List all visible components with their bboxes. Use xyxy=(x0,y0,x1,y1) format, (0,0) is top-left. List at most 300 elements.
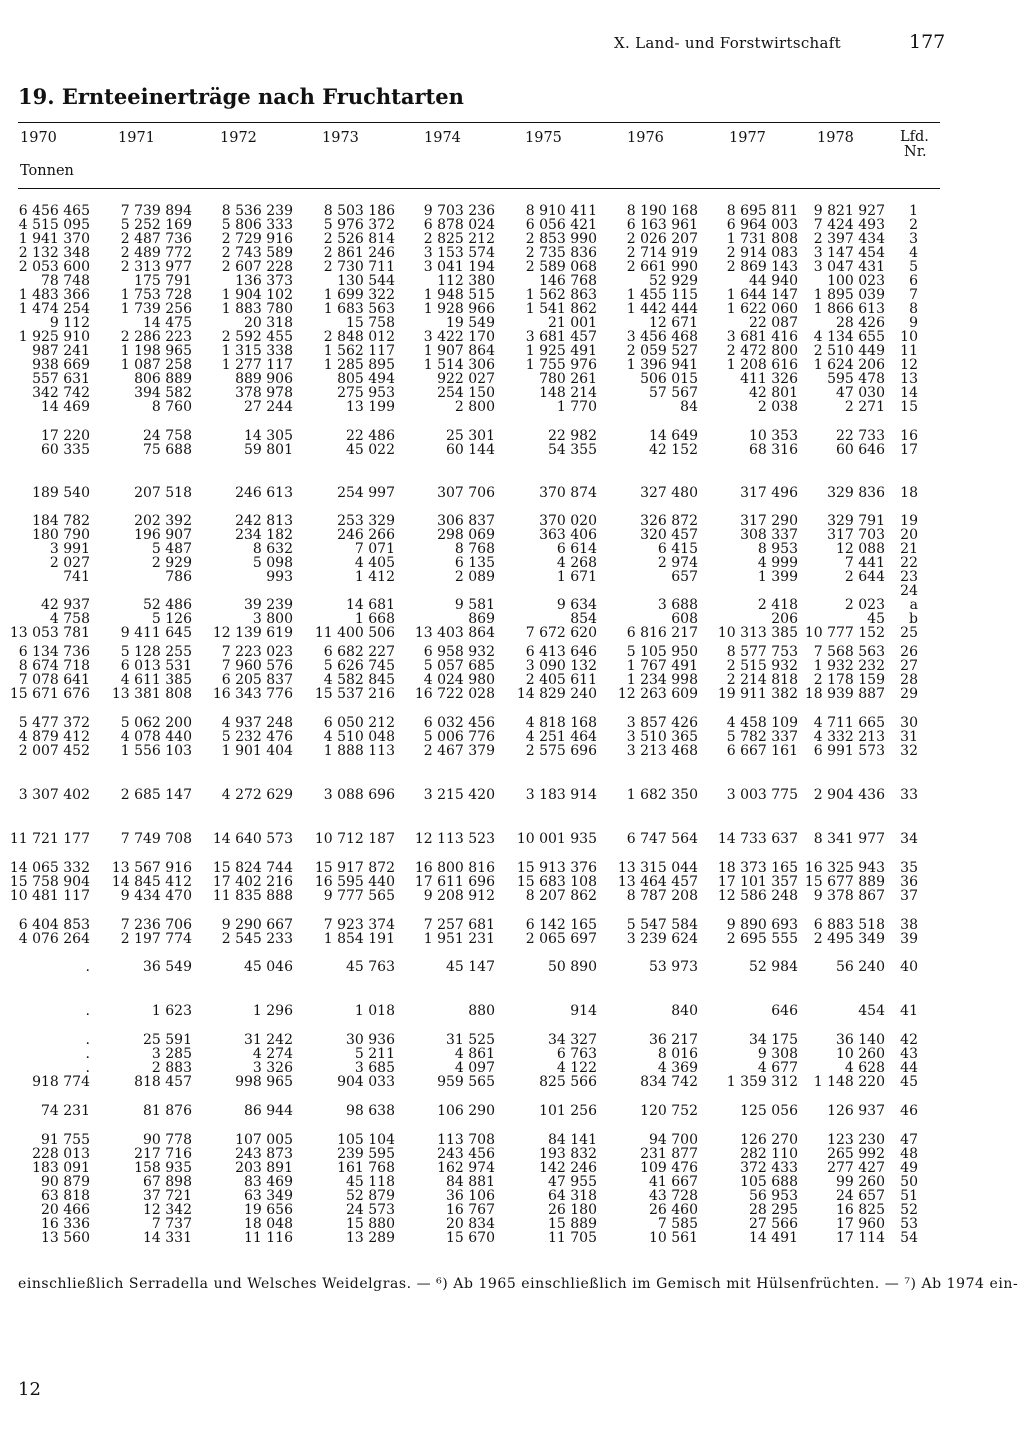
value-cell: 1 932 232 xyxy=(813,658,885,674)
value-cell: 9 290 667 xyxy=(221,917,293,933)
value-cell: 394 582 xyxy=(134,385,192,401)
value-cell: 90 879 xyxy=(41,1174,90,1190)
value-cell: 107 005 xyxy=(235,1132,293,1148)
value-cell: 6 013 531 xyxy=(120,658,192,674)
value-cell: 180 790 xyxy=(32,527,90,543)
value-cell: 6 964 003 xyxy=(726,217,798,233)
value-cell: 8 674 718 xyxy=(18,658,90,674)
value-cell: 1 474 254 xyxy=(18,301,90,317)
value-cell: 109 476 xyxy=(640,1160,698,1176)
value-cell: 36 549 xyxy=(143,959,192,975)
value-cell: 47 955 xyxy=(548,1174,597,1190)
value-cell: 1 895 039 xyxy=(813,287,885,303)
value-cell: 30 936 xyxy=(346,1032,395,1048)
value-cell: 806 889 xyxy=(134,371,192,387)
value-cell: 1 541 862 xyxy=(525,301,597,317)
value-cell: 42 152 xyxy=(649,442,698,458)
value-cell: 4 405 xyxy=(354,555,395,571)
row-number-cell: 26 xyxy=(900,644,918,660)
value-cell: 5 626 745 xyxy=(323,658,395,674)
value-cell: 56 240 xyxy=(836,959,885,975)
value-cell: 2 495 349 xyxy=(813,931,885,947)
value-cell: 1 562 117 xyxy=(323,343,395,359)
row-number-cell: 22 xyxy=(900,555,918,571)
value-cell: 27 244 xyxy=(244,399,293,415)
value-cell: 31 242 xyxy=(244,1032,293,1048)
value-cell: 6 163 961 xyxy=(626,217,698,233)
value-cell: 10 260 xyxy=(836,1046,885,1062)
value-cell: 15 880 xyxy=(346,1216,395,1232)
value-cell: 1 941 370 xyxy=(18,231,90,247)
value-cell: 7 739 894 xyxy=(120,203,192,219)
value-cell: 203 891 xyxy=(235,1160,293,1176)
value-cell: 4 251 464 xyxy=(525,729,597,745)
value-cell: 2 914 083 xyxy=(726,245,798,261)
value-cell: 657 xyxy=(671,569,698,585)
row-number-cell: 23 xyxy=(900,569,918,585)
value-cell: 5 098 xyxy=(252,555,293,571)
value-cell: 854 xyxy=(570,611,597,627)
value-cell: 3 857 426 xyxy=(626,715,698,731)
value-cell: 3 800 xyxy=(252,611,293,627)
value-cell: 6 747 564 xyxy=(626,831,698,847)
value-cell: 5 487 xyxy=(151,541,192,557)
table-row xyxy=(0,960,1024,975)
value-cell: 14 305 xyxy=(244,428,293,444)
value-cell: 20 834 xyxy=(446,1216,495,1232)
value-cell: 4 937 248 xyxy=(221,715,293,731)
row-number-cell: 9 xyxy=(909,315,918,331)
value-cell: 24 758 xyxy=(143,428,192,444)
value-cell: 84 141 xyxy=(548,1132,597,1148)
row-number-cell: 31 xyxy=(900,729,918,745)
value-cell: 1 753 728 xyxy=(120,287,192,303)
value-cell: 6 056 421 xyxy=(525,217,597,233)
value-cell: 12 263 609 xyxy=(617,686,698,702)
value-cell: 15 758 xyxy=(346,315,395,331)
value-cell: 21 001 xyxy=(548,315,597,331)
value-cell: 17 101 357 xyxy=(717,874,798,890)
value-cell: 22 733 xyxy=(836,428,885,444)
row-number-cell: 49 xyxy=(900,1160,918,1176)
value-cell: 14 469 xyxy=(41,399,90,415)
value-cell: 125 056 xyxy=(740,1103,798,1119)
value-cell: 1 234 998 xyxy=(626,672,698,688)
value-cell: 45 763 xyxy=(346,959,395,975)
row-number-cell: 51 xyxy=(900,1188,918,1204)
value-cell: 12 088 xyxy=(836,541,885,557)
value-cell: 5 232 476 xyxy=(221,729,293,745)
value-cell: 7 257 681 xyxy=(423,917,495,933)
value-cell: 13 381 808 xyxy=(111,686,192,702)
value-cell: 19 911 382 xyxy=(717,686,798,702)
value-cell: 889 906 xyxy=(235,371,293,387)
value-cell: 94 700 xyxy=(649,1132,698,1148)
column-header-year: 1974 xyxy=(424,130,461,146)
value-cell: 880 xyxy=(468,1003,495,1019)
value-cell: 1 623 xyxy=(151,1003,192,1019)
value-cell: 15 824 744 xyxy=(212,860,293,876)
value-cell: 239 595 xyxy=(337,1146,395,1162)
value-cell: 1 699 322 xyxy=(323,287,395,303)
value-cell: 42 937 xyxy=(41,597,90,613)
value-cell: 148 214 xyxy=(539,385,597,401)
value-cell: 2 661 990 xyxy=(626,259,698,275)
value-cell: 42 801 xyxy=(749,385,798,401)
value-cell: 2 271 xyxy=(844,399,885,415)
value-cell: 130 544 xyxy=(337,273,395,289)
value-cell: 11 721 177 xyxy=(9,831,90,847)
value-cell: 6 682 227 xyxy=(323,644,395,660)
row-number-cell: 4 xyxy=(909,245,918,261)
value-cell: 6 134 736 xyxy=(18,644,90,660)
value-cell: 146 768 xyxy=(539,273,597,289)
value-cell: 15 917 872 xyxy=(314,860,395,876)
value-cell: 84 xyxy=(680,399,698,415)
table-row xyxy=(0,1075,1024,1090)
value-cell: 4 611 385 xyxy=(120,672,192,688)
value-cell: 10 353 xyxy=(749,428,798,444)
value-cell: 1 455 115 xyxy=(626,287,698,303)
value-cell: 3 147 454 xyxy=(813,245,885,261)
value-cell: 18 373 165 xyxy=(717,860,798,876)
value-cell: 12 671 xyxy=(649,315,698,331)
value-cell: 5 128 255 xyxy=(120,644,192,660)
value-cell: 6 032 456 xyxy=(423,715,495,731)
row-number-cell: 3 xyxy=(909,231,918,247)
value-cell: . xyxy=(85,1060,90,1076)
value-cell: 1 087 258 xyxy=(120,357,192,373)
value-cell: 2 489 772 xyxy=(120,245,192,261)
value-cell: 10 712 187 xyxy=(314,831,395,847)
value-cell: 56 953 xyxy=(749,1188,798,1204)
value-cell: 13 567 916 xyxy=(111,860,192,876)
value-cell: 113 708 xyxy=(437,1132,495,1148)
row-number-cell: 53 xyxy=(900,1216,918,1232)
value-cell: 2 545 233 xyxy=(221,931,293,947)
row-number-cell: 16 xyxy=(900,428,918,444)
row-number-cell: 15 xyxy=(900,399,918,415)
value-cell: 6 050 212 xyxy=(323,715,395,731)
row-number-cell: 8 xyxy=(909,301,918,317)
value-cell: 41 667 xyxy=(649,1174,698,1190)
value-cell: 2 743 589 xyxy=(221,245,293,261)
value-cell: 4 097 xyxy=(454,1060,495,1076)
value-cell: 2 644 xyxy=(844,569,885,585)
row-number-cell: 20 xyxy=(900,527,918,543)
value-cell: 5 126 xyxy=(151,611,192,627)
value-cell: 8 016 xyxy=(657,1046,698,1062)
row-number-cell: 45 xyxy=(900,1074,918,1090)
row-number-cell: 7 xyxy=(909,287,918,303)
value-cell: 1 755 976 xyxy=(525,357,597,373)
row-number-cell: 47 xyxy=(900,1132,918,1148)
value-cell: 372 433 xyxy=(740,1160,798,1176)
value-cell: 45 046 xyxy=(244,959,293,975)
value-cell: 6 816 217 xyxy=(626,625,698,641)
value-cell: 918 774 xyxy=(32,1074,90,1090)
value-cell: 60 144 xyxy=(446,442,495,458)
value-cell: 7 585 xyxy=(657,1216,698,1232)
value-cell: 10 561 xyxy=(649,1230,698,1246)
value-cell: 16 343 776 xyxy=(212,686,293,702)
value-cell: 2 418 xyxy=(757,597,798,613)
value-cell: 378 978 xyxy=(235,385,293,401)
value-cell: 26 460 xyxy=(649,1202,698,1218)
row-number-cell: 44 xyxy=(900,1060,918,1076)
value-cell: 10 313 385 xyxy=(717,625,798,641)
row-number-cell: 10 xyxy=(900,329,918,345)
row-number-cell: 41 xyxy=(900,1003,918,1019)
value-cell: 7 071 xyxy=(354,541,395,557)
row-number-cell: 34 xyxy=(900,831,918,847)
value-cell: 1 018 xyxy=(354,1003,395,1019)
value-cell: 2 197 774 xyxy=(120,931,192,947)
value-cell: 1 285 895 xyxy=(323,357,395,373)
value-cell: 123 230 xyxy=(827,1132,885,1148)
page-number: 177 xyxy=(909,31,946,53)
value-cell: 162 974 xyxy=(437,1160,495,1176)
value-cell: 14 845 412 xyxy=(111,874,192,890)
value-cell: 825 566 xyxy=(539,1074,597,1090)
value-cell: 50 890 xyxy=(548,959,597,975)
table-row xyxy=(0,889,1024,904)
value-cell: 9 634 xyxy=(556,597,597,613)
row-number-cell: 40 xyxy=(900,959,918,975)
row-number-cell: 11 xyxy=(900,343,918,359)
row-number-cell: 25 xyxy=(900,625,918,641)
value-cell: 25 591 xyxy=(143,1032,192,1048)
value-cell: 8 341 977 xyxy=(813,831,885,847)
value-cell: 2 510 449 xyxy=(813,343,885,359)
lfd-label: Lfd. xyxy=(900,129,929,145)
value-cell: 2 929 xyxy=(151,555,192,571)
value-cell: 246 266 xyxy=(337,527,395,543)
value-cell: 1 866 613 xyxy=(813,301,885,317)
value-cell: 3 041 194 xyxy=(423,259,495,275)
value-cell: 196 907 xyxy=(134,527,192,543)
value-cell: 786 xyxy=(165,569,192,585)
value-cell: 64 318 xyxy=(548,1188,597,1204)
column-header-year: 1970 xyxy=(20,130,57,146)
value-cell: 81 876 xyxy=(143,1103,192,1119)
value-cell: 2 472 800 xyxy=(726,343,798,359)
value-cell: 126 270 xyxy=(740,1132,798,1148)
value-cell: 175 791 xyxy=(134,273,192,289)
value-cell: 4 818 168 xyxy=(525,715,597,731)
row-number-cell: 30 xyxy=(900,715,918,731)
value-cell: 1 925 910 xyxy=(18,329,90,345)
value-cell: 5 477 372 xyxy=(18,715,90,731)
value-cell: 4 999 xyxy=(757,555,798,571)
value-cell: 52 879 xyxy=(346,1188,395,1204)
value-cell: 2 038 xyxy=(757,399,798,415)
value-cell: 2 059 527 xyxy=(626,343,698,359)
value-cell: 2 405 611 xyxy=(525,672,597,688)
value-cell: 99 260 xyxy=(836,1174,885,1190)
value-cell: 37 721 xyxy=(143,1188,192,1204)
table-row xyxy=(0,1004,1024,1019)
value-cell: 1 907 864 xyxy=(423,343,495,359)
value-cell: 2 853 990 xyxy=(525,231,597,247)
value-cell: 1 671 xyxy=(556,569,597,585)
value-cell: 53 973 xyxy=(649,959,698,975)
value-cell: 7 236 706 xyxy=(120,917,192,933)
value-cell: 329 836 xyxy=(827,485,885,501)
row-number-cell: 2 xyxy=(909,217,918,233)
value-cell: 4 861 xyxy=(454,1046,495,1062)
row-number-cell: 46 xyxy=(900,1103,918,1119)
value-cell: 2 526 814 xyxy=(323,231,395,247)
value-cell: 7 424 493 xyxy=(813,217,885,233)
row-number-cell: 5 xyxy=(909,259,918,275)
value-cell: 34 327 xyxy=(548,1032,597,1048)
column-header-year: 1978 xyxy=(817,130,854,146)
value-cell: 840 xyxy=(671,1003,698,1019)
value-cell: 13 315 044 xyxy=(617,860,698,876)
row-number-cell: 18 xyxy=(900,485,918,501)
value-cell: 34 175 xyxy=(749,1032,798,1048)
row-number-cell: 50 xyxy=(900,1174,918,1190)
value-cell: 5 105 950 xyxy=(626,644,698,660)
value-cell: 2 515 932 xyxy=(726,658,798,674)
value-cell: 14 733 637 xyxy=(717,831,798,847)
value-cell: 11 116 xyxy=(244,1230,293,1246)
value-cell: 6 883 518 xyxy=(813,917,885,933)
table-row xyxy=(0,486,1024,501)
value-cell: 282 110 xyxy=(740,1146,798,1162)
value-cell: 2 869 143 xyxy=(726,259,798,275)
table-header-rule xyxy=(18,188,940,189)
value-cell: 3 153 574 xyxy=(423,245,495,261)
nr-label: Nr. xyxy=(904,144,927,160)
row-number-cell: 39 xyxy=(900,931,918,947)
row-number-cell: 19 xyxy=(900,513,918,529)
value-cell: 1 904 102 xyxy=(221,287,293,303)
value-cell: 1 683 563 xyxy=(323,301,395,317)
value-cell: 7 923 374 xyxy=(323,917,395,933)
value-cell: 24 657 xyxy=(836,1188,885,1204)
value-cell: 136 373 xyxy=(235,273,293,289)
value-cell: 7 223 023 xyxy=(221,644,293,660)
value-cell: 57 567 xyxy=(649,385,698,401)
value-cell: 36 106 xyxy=(446,1188,495,1204)
table-row xyxy=(0,400,1024,415)
value-cell: 254 150 xyxy=(437,385,495,401)
table-row xyxy=(0,1231,1024,1246)
row-number-cell: 43 xyxy=(900,1046,918,1062)
value-cell: 2 714 919 xyxy=(626,245,698,261)
value-cell: 3 003 775 xyxy=(726,787,798,803)
value-cell: 5 252 169 xyxy=(120,217,192,233)
value-cell: 327 480 xyxy=(640,485,698,501)
value-cell: 1 901 404 xyxy=(221,743,293,759)
value-cell: 11 835 888 xyxy=(212,888,293,904)
value-cell: 45 147 xyxy=(446,959,495,975)
value-cell: 112 380 xyxy=(437,273,495,289)
value-cell: 959 565 xyxy=(437,1074,495,1090)
value-cell: 2 848 012 xyxy=(323,329,395,345)
value-cell: 59 801 xyxy=(244,442,293,458)
value-cell: 15 671 676 xyxy=(9,686,90,702)
value-cell: 10 777 152 xyxy=(804,625,885,641)
value-cell: 120 752 xyxy=(640,1103,698,1119)
table-top-rule xyxy=(18,122,940,123)
row-number-cell: 29 xyxy=(900,686,918,702)
value-cell: 363 406 xyxy=(539,527,597,543)
value-cell: 14 681 xyxy=(346,597,395,613)
value-cell: 4 272 629 xyxy=(221,787,293,803)
value-cell: 320 457 xyxy=(640,527,698,543)
value-cell: 13 289 xyxy=(346,1230,395,1246)
row-number-cell: 6 xyxy=(909,273,918,289)
value-cell: 4 628 xyxy=(844,1060,885,1076)
value-cell: 6 991 573 xyxy=(813,743,885,759)
value-cell: 5 976 372 xyxy=(323,217,395,233)
value-cell: 7 737 xyxy=(151,1216,192,1232)
value-cell: . xyxy=(85,1032,90,1048)
column-header-year: 1977 xyxy=(729,130,766,146)
value-cell: 7 441 xyxy=(844,555,885,571)
value-cell: 8 536 239 xyxy=(221,203,293,219)
table-row xyxy=(0,687,1024,702)
value-cell: 6 456 465 xyxy=(18,203,90,219)
value-cell: 234 182 xyxy=(235,527,293,543)
row-number-cell: 14 xyxy=(900,385,918,401)
value-cell: 45 xyxy=(867,611,885,627)
column-header-year: 1976 xyxy=(627,130,664,146)
value-cell: 2 607 228 xyxy=(221,259,293,275)
value-cell: 183 091 xyxy=(32,1160,90,1176)
row-number-cell: b xyxy=(909,611,918,627)
value-cell: 9 308 xyxy=(757,1046,798,1062)
value-cell: 4 274 xyxy=(252,1046,293,1062)
row-number-cell: 33 xyxy=(900,787,918,803)
value-cell: 18 048 xyxy=(244,1216,293,1232)
value-cell: 4 369 xyxy=(657,1060,698,1076)
value-cell: 12 139 619 xyxy=(212,625,293,641)
value-cell: 1 148 220 xyxy=(813,1074,885,1090)
column-header-year: 1973 xyxy=(322,130,359,146)
value-cell: 6 135 xyxy=(454,555,495,571)
value-cell: 142 246 xyxy=(539,1160,597,1176)
value-cell: 74 231 xyxy=(41,1103,90,1119)
value-cell: 12 342 xyxy=(143,1202,192,1218)
value-cell: 243 456 xyxy=(437,1146,495,1162)
value-cell: 1 556 103 xyxy=(120,743,192,759)
row-number-cell: 13 xyxy=(900,371,918,387)
value-cell: 2 178 159 xyxy=(813,672,885,688)
row-number-cell: 24 xyxy=(900,583,918,599)
value-cell: 265 992 xyxy=(827,1146,885,1162)
value-cell: 904 033 xyxy=(337,1074,395,1090)
value-cell: 3 213 468 xyxy=(626,743,698,759)
value-cell: 24 573 xyxy=(346,1202,395,1218)
value-cell: 5 547 584 xyxy=(626,917,698,933)
value-cell: 3 456 468 xyxy=(626,329,698,345)
value-cell: 2 214 818 xyxy=(726,672,798,688)
value-cell: 52 929 xyxy=(649,273,698,289)
footnote: einschließlich Serradella und Welsches Weidelgras. — ⁶) Ab 1965 einschließlich im Gemisch mit Hülsenfrüchten. — ⁷) Ab 1974 ein- xyxy=(18,1276,1019,1292)
value-cell: 14 640 573 xyxy=(212,831,293,847)
value-cell: 1 854 191 xyxy=(323,931,395,947)
value-cell: 869 xyxy=(468,611,495,627)
value-cell: 2 467 379 xyxy=(423,743,495,759)
value-cell: 189 540 xyxy=(32,485,90,501)
value-cell: 2 397 434 xyxy=(813,231,885,247)
value-cell: 10 481 117 xyxy=(9,888,90,904)
value-cell: 2 974 xyxy=(657,555,698,571)
